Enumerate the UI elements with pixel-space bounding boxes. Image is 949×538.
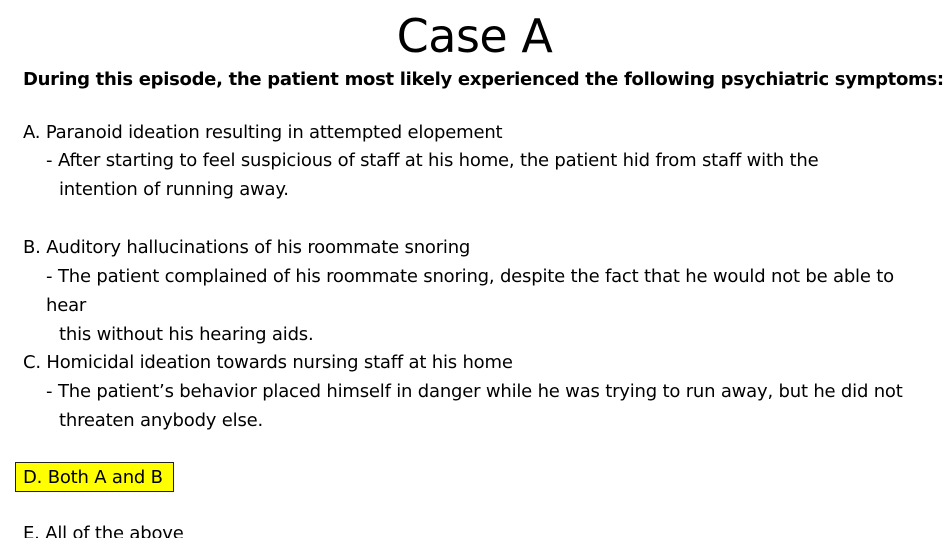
option-c-explanation <box>46 377 936 435</box>
option-c-explanation-line1: The patient’s behavior placed himself in danger while he was trying to run away, but he did not <box>58 381 903 402</box>
option-c-dash: - <box>46 381 53 402</box>
option-d-label: D. Both A and B <box>23 467 163 488</box>
option-a-dash: - <box>46 150 53 171</box>
option-a-label: A. Paranoid ideation resulting in attempted elopement <box>23 122 503 143</box>
option-b-explanation-line1: The patient complained of his roommate snoring, despite the fact that he would not be able to hear <box>46 266 894 316</box>
option-b-explanation-line2: this without his hearing aids. <box>59 324 314 345</box>
slide-title: Case A <box>396 9 553 63</box>
option-b-dash: - <box>46 266 53 287</box>
option-e-label: E. All of the above <box>23 523 184 538</box>
option-b-explanation <box>46 262 936 349</box>
question-text: During this episode, the patient most likely experienced the following psychiatric symptoms: <box>23 69 944 90</box>
option-a-explanation-line2: intention of running away. <box>59 179 289 200</box>
option-a-explanation-line1: After starting to feel suspicious of staff at his home, the patient hid from staff with the <box>58 150 819 171</box>
option-c-label: C. Homicidal ideation towards nursing staff at his home <box>23 352 513 373</box>
option-a-explanation <box>46 146 936 204</box>
option-b-label: B. Auditory hallucinations of his roommate snoring <box>23 237 471 258</box>
option-c-explanation-line2: threaten anybody else. <box>59 410 264 431</box>
